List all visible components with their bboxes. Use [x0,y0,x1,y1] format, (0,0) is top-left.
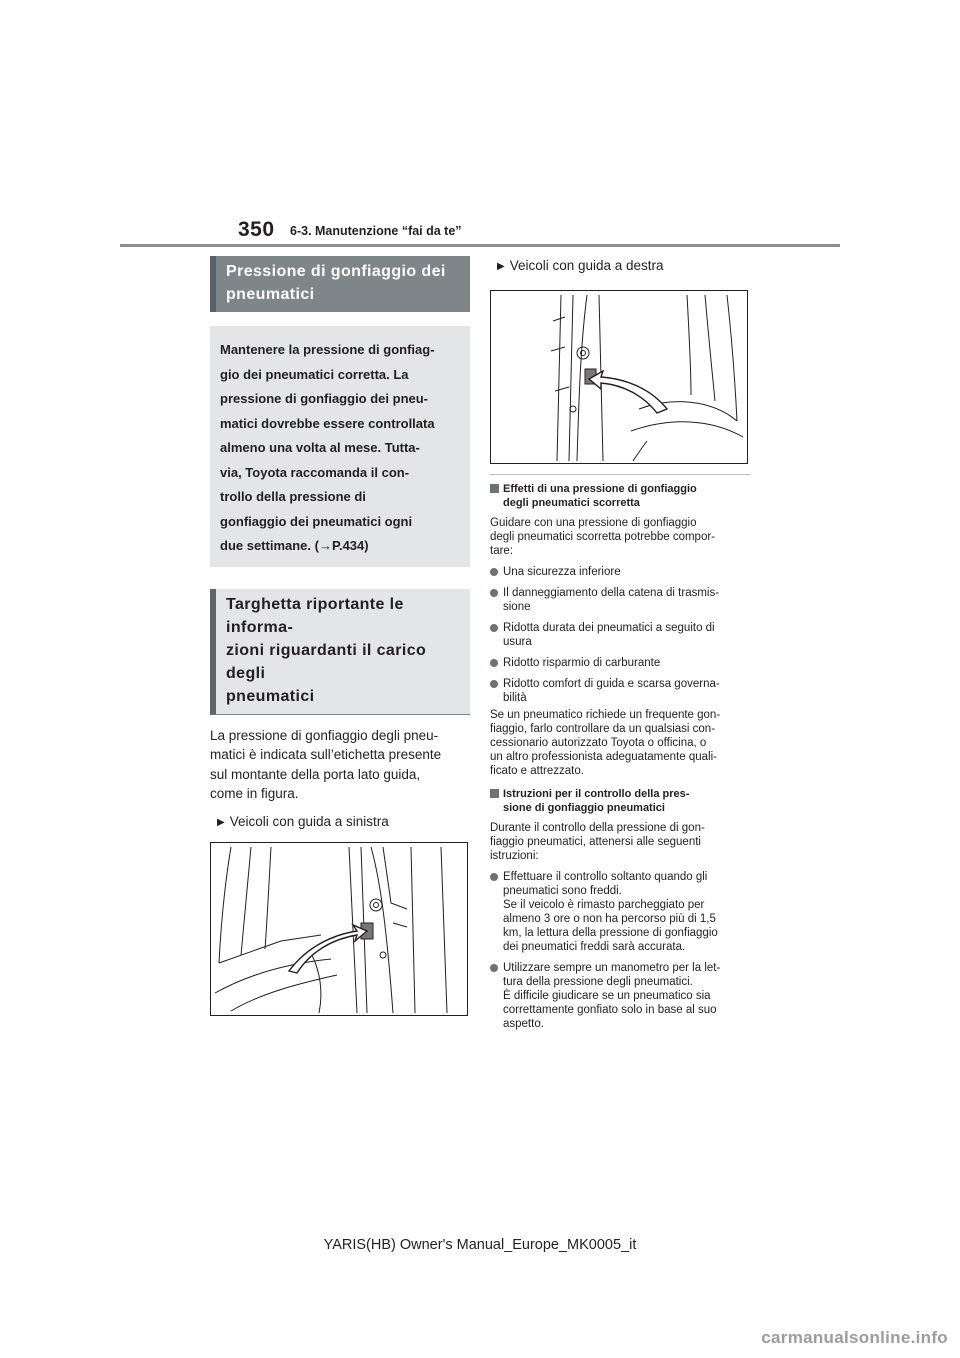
bullet-line: bilità [503,692,527,704]
section-divider [490,474,750,475]
triangle-right-icon: ▶ [217,816,225,828]
instructions-heading [490,787,750,815]
text-line: un altro professionista adeguatamente quali- [490,751,717,763]
right-column [490,256,750,1031]
gray-circle-icon [490,680,498,688]
rhd-label [490,256,750,276]
intro-box [210,326,470,567]
bullet-line: pneumatici sono freddi. [503,885,622,897]
bullet-line: È difficile giudicare se un pneumatico sia [503,990,711,1002]
text-line: Durante il controllo della pressione di gon- [490,822,705,834]
subheading-line: Effetti di una pressione di gonfiaggio [503,483,697,495]
gray-circle-icon [490,624,498,632]
bullet-line: Ridotto comfort di guida e scarsa governa- [503,678,720,690]
gray-circle-icon [490,568,498,576]
instructions-intro [490,821,750,863]
intro-line: Mantenere la pressione di gonfiag- [220,342,435,357]
heading-tire-label [210,589,470,715]
gray-square-icon [490,484,499,493]
effects-intro [490,516,750,558]
watermark: carmanualsonline.info [761,1328,948,1347]
heading-tire-pressure: Pressione di gonfiaggio dei pneumatici [210,256,470,312]
bullet-line: aspetto. [503,1018,544,1030]
body-line: matici è indicata sull’etichetta presente [210,747,442,762]
intro-line: gio dei pneumatici corretta. La [220,366,409,382]
text-line: fiaggio pneumatici, attenersi alle seguenti [490,836,701,848]
page-number: 350 [238,218,275,241]
label-description [210,726,470,804]
door-pillar-illustration [211,843,467,1015]
heading-line: zioni riguardanti il carico degli [226,641,427,682]
gray-circle-icon [490,873,498,881]
bullet-line: tura della pressione degli pneumatici. [503,976,693,988]
rhd-label-text: Veicoli con guida a destra [509,258,664,273]
text-line: cessionario autorizzato Toyota o officina, o [490,737,707,749]
gray-square-icon [490,789,499,798]
intro-line: pressione di gonfiaggio dei pneu- [220,391,429,406]
intro-line: due settimane. (→P.434) [220,538,369,553]
bullet-line: Effettuare il controllo soltanto quando gli [503,871,708,883]
section-title: 6-3. Manutenzione “fai da te” [290,224,462,238]
text-line: ficato e attrezzato. [490,765,584,777]
effects-outro [490,708,750,778]
bullet-line: Se il veicolo è rimasto parcheggiato per [503,899,705,911]
bullet-line: usura [503,636,532,648]
heading-line: Targhetta riportante le informa- [226,595,404,636]
effects-bullet [490,677,750,705]
heading-line: pneumatici [226,687,315,705]
lhd-label [210,812,470,832]
text-line: Guidare con una pressione di gonfiaggio [490,517,697,529]
bullet-line: correttamente gonfiato solo in base al suo [503,1004,717,1016]
bullet-line: Il danneggiamento della catena di trasmis- [503,587,720,599]
intro-line: trollo della pressione di [220,489,366,504]
body-line: come in figura. [210,786,299,801]
instructions-bullet [490,961,750,1031]
text-line: tare: [490,545,514,557]
text-line: istruzioni: [490,850,539,862]
effects-bullet [490,656,750,670]
figure-lhd-door-pillar [210,842,468,1016]
bullet-line: dei pneumatici freddi sarà accurata. [503,941,686,953]
intro-line: via, Toyota raccomanda il con- [220,464,410,480]
subheading-line: degli pneumatici scorretta [503,497,640,509]
header-rule [120,244,840,247]
bullet-line: km, la lettura della pressione di gonfiaggio [503,927,718,939]
bullet-line: Una sicurezza inferiore [503,566,621,578]
gray-circle-icon [490,659,498,667]
figure-rhd-door-pillar [490,290,748,464]
intro-line: almeno una volta al mese. Tutta- [220,440,420,455]
body-line: sul montante della porta lato guida, [210,766,421,782]
bullet-line: almeno 3 ore o non ha percorso più di 1,5 [503,913,716,925]
lhd-label-text: Veicoli con guida a sinistra [229,813,389,829]
intro-line: gonfiaggio dei pneumatici ogni [220,513,413,529]
subheading-line: Istruzioni per il controllo della pres- [503,788,690,800]
footer-manual-id: YARIS(HB) Owner's Manual_Europe_MK0005_it [323,1237,637,1253]
instructions-bullet [490,870,750,954]
triangle-right-icon: ▶ [497,261,505,272]
subheading-line: sione di gonfiaggio pneumatici [503,802,665,814]
effects-bullet [490,621,750,649]
intro-line: matici dovrebbe essere controllata [220,415,435,431]
gray-circle-icon [490,964,498,972]
text-line: Se un pneumatico richiede un frequente gon- [490,709,721,721]
bullet-line: Utilizzare sempre un manometro per la let- [503,962,721,974]
effects-bullet [490,586,750,614]
text-line: fiaggio, farlo controllare da un qualsiasi con- [490,723,716,735]
bullet-line: Ridotta durata dei pneumatici a seguito di [503,622,715,634]
gray-circle-icon [490,589,498,597]
text-line: degli pneumatici scorretta potrebbe compor- [490,531,716,543]
door-pillar-illustration [491,291,747,463]
effects-heading [490,482,750,510]
bullet-line: Ridotto risparmio di carburante [503,657,661,669]
left-column [210,256,470,1016]
body-line: La pressione di gonfiaggio degli pneu- [210,727,439,743]
effects-bullet [490,565,750,579]
bullet-line: sione [503,601,531,613]
